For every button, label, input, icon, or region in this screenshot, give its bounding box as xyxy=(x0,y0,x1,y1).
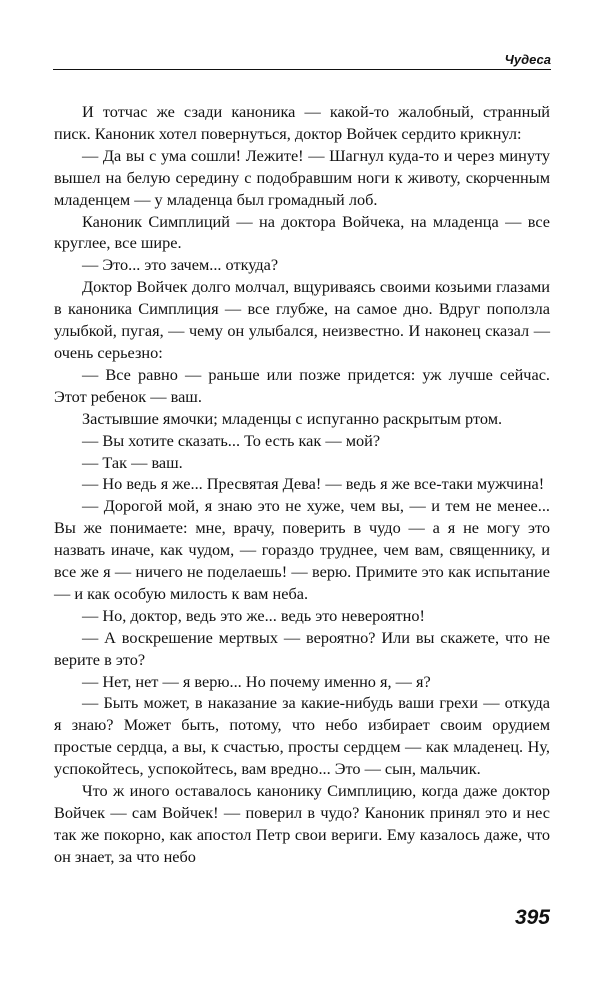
paragraph: Застывшие ямочки; младенцы с испуганно раскрытым ртом. xyxy=(82,408,503,428)
paragraph: — Нет, нет — я верю... Но почему именно я, — я? xyxy=(82,671,431,691)
paragraph: — Но, доктор, ведь это же... ведь это невероятно! xyxy=(82,605,425,625)
paragraph: Доктор Войчек долго молчал, вщуриваясь своими козьими глазами в каноника Симплиция — все глубже, на самое дно. Вдруг поползла улыбкой, пугая, — чему он улыбался, неизвестно. И наконец сказал — очень серьезно: xyxy=(54,277,550,362)
paragraph: — Но ведь я же... Пресвятая Дева! — ведь я же все-таки мужчина! xyxy=(82,474,545,494)
paragraph: — Это... это зачем... откуда? xyxy=(82,255,279,275)
paragraph: И тотчас же сзади каноника — какой-то жалобный, странный писк. Каноник хотел повернуться, доктор Войчек сердито крикнул: xyxy=(54,102,550,143)
paragraph: — Так — ваш. xyxy=(82,452,183,472)
paragraph: Каноник Симплиций — на доктора Войчека, на младенца — все круглее, все шире. xyxy=(54,211,550,253)
running-title: Чудеса xyxy=(504,52,551,67)
paragraph: — Вы хотите сказать... То есть как — мой? xyxy=(82,430,381,450)
paragraph: Что ж иного оставалось канонику Симплицию, когда даже доктор Войчек — сам Войчек! — поверил в чудо? Каноник принял это и нес так же покорно, как апостол Петр свои вериги. Ему казалось даже, что он знает, за что небо xyxy=(54,781,550,866)
paragraph: — А воскрешение мертвых — вероятно? Или вы скажете, что не верите в это? xyxy=(54,627,550,669)
paragraph: — Быть может, в наказание за какие-нибудь ваши грехи — откуда я знаю? Может быть, потому, что небо избирает своим орудием простые сердца, а вы, к счастью, просты сердцем — как младенец. Ну, успокойтесь, успокойтесь, вам вредно... Это — сын, мальчик. xyxy=(54,693,550,779)
body-text xyxy=(54,101,550,868)
page-number: 395 xyxy=(514,906,550,929)
paragraph: — Дорогой мой, я знаю это не хуже, чем вы, — и тем не менее... Вы же понимаете: мне, врачу, поверить в чудо — а я не могу это назвать иначе, как чудом, — гораздо труднее, чем вам, священнику, и все же я — ничего не поделаешь! — верю. Примите это как испытание — и как особую милость к вам неба. xyxy=(54,496,550,603)
paragraph: — Все равно — раньше или позже придется: уж лучше сейчас. Этот ребенок — ваш. xyxy=(54,364,550,406)
paragraph: — Да вы с ума сошли! Лежите! — Шагнул куда-то и через минуту вышел на белую середину с подобравшим ноги к животу, скорченным младенцем — у младенца был громадный лоб. xyxy=(54,145,550,209)
running-header xyxy=(53,52,551,74)
header-rule xyxy=(53,69,551,70)
